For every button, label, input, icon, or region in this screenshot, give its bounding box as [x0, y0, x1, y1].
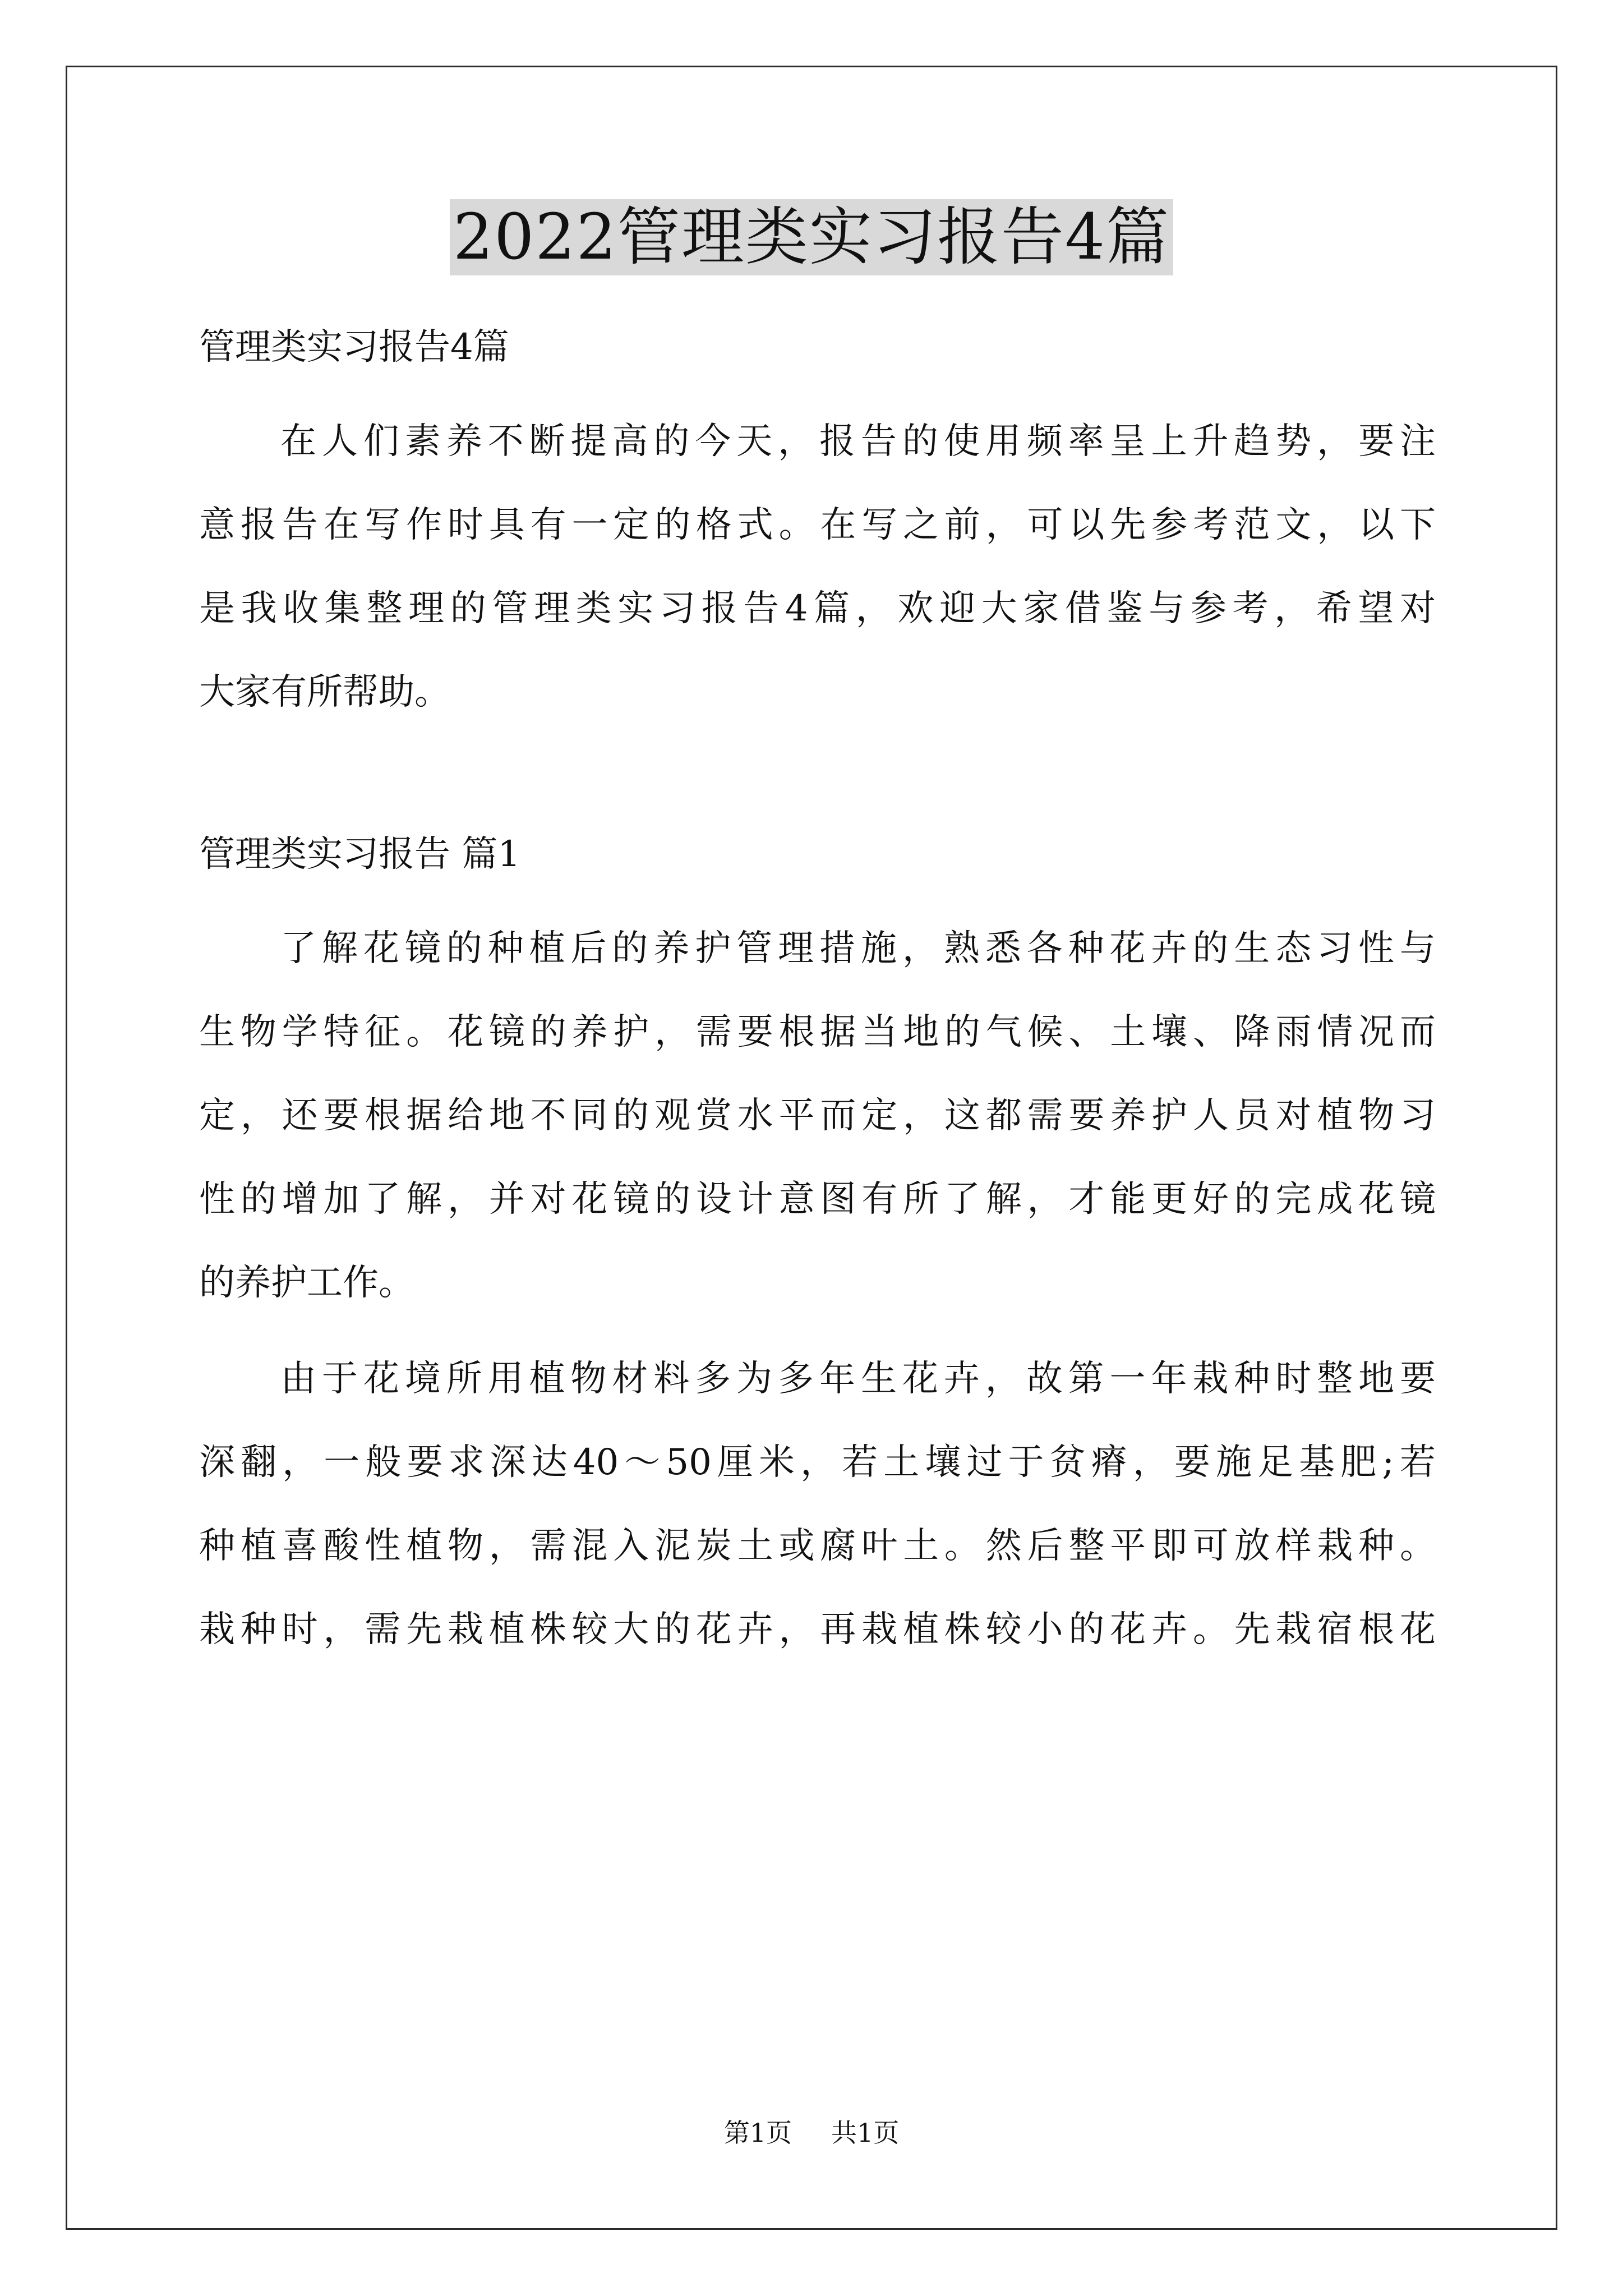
title-container: [0, 199, 1623, 275]
text-line: 深翻，一般要求深达40～50厘米，若土壤过于贫瘠，要施足基肥;若: [199, 1442, 1436, 1483]
document-title: 2022管理类实习报告4篇: [450, 199, 1173, 275]
section1-paragraph-2: [199, 1337, 1436, 1672]
page-number: 第1页: [723, 2118, 792, 2148]
section-heading: 管理类实习报告 篇1: [199, 834, 521, 875]
intro-paragraph: [199, 400, 1436, 734]
text-line: 大家有所帮助。: [199, 671, 450, 713]
section1-paragraph-1: [199, 907, 1436, 1325]
text-line: 栽种时，需先栽植株较大的花卉，再栽植株较小的花卉。先栽宿根花: [199, 1609, 1436, 1650]
text-line: 由于花境所用植物材料多为多年生花卉，故第一年栽种时整地要: [280, 1358, 1436, 1400]
text-line: 种植喜酸性植物，需混入泥炭土或腐叶土。然后整平即可放样栽种。: [199, 1525, 1436, 1567]
page-total: 共1页: [831, 2118, 900, 2148]
text-line: 了解花镜的种植后的养护管理措施，熟悉各种花卉的生态习性与: [280, 928, 1436, 969]
document-body: [199, 311, 1436, 1672]
document-subtitle: 管理类实习报告4篇: [199, 326, 509, 368]
text-line: 是我收集整理的管理类实习报告4篇，欢迎大家借鉴与参考，希望对: [199, 588, 1436, 629]
text-line: 性的增加了解，并对花镜的设计意图有所了解，才能更好的完成花镜: [199, 1179, 1436, 1220]
text-line: 的养护工作。: [199, 1262, 414, 1304]
text-line: 生物学特征。花镜的养护，需要根据当地的气候、土壤、降雨情况而: [199, 1011, 1436, 1053]
text-line: 在人们素养不断提高的今天，报告的使用频率呈上升趋势，要注: [280, 421, 1436, 462]
text-line: 意报告在写作时具有一定的格式。在写之前，可以先参考范文，以下: [199, 504, 1436, 546]
text-line: 定，还要根据给地不同的观赏水平而定，这都需要养护人员对植物习: [199, 1095, 1436, 1137]
page-footer: [0, 2116, 1623, 2150]
